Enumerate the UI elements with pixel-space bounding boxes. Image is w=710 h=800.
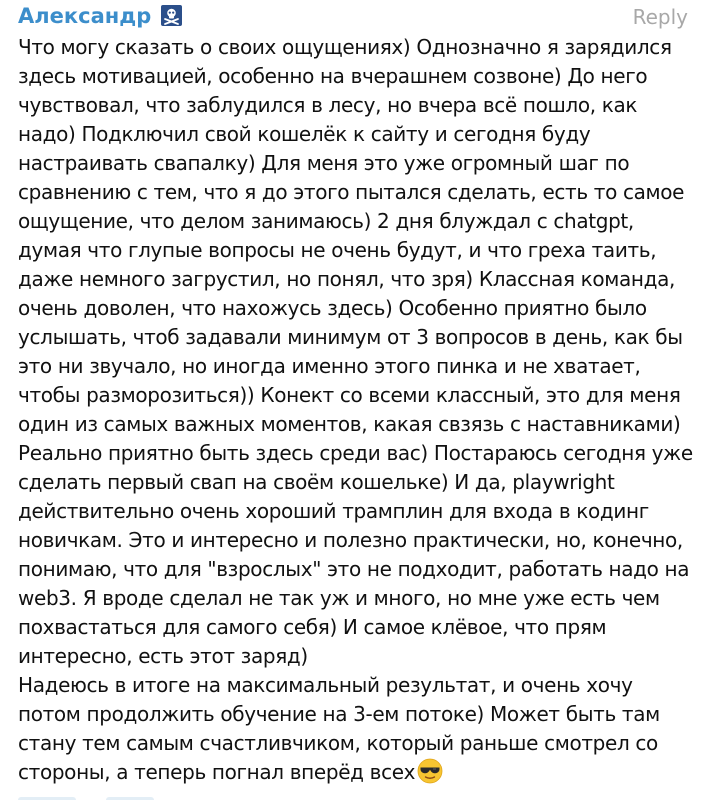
message-line: это ни звучало, но иногда именно этого пинка и не хватает, [18,354,641,378]
message-line: сравнению с тем, что я до этого пытался сделать, есть то самое [18,180,685,204]
message-line: один из самых важных моментов, какая свзязь с наставниками) [18,412,681,436]
reply-button[interactable]: Reply [632,5,688,29]
message-line: надо) Подключил свой кошелёк к сайту и сегодня буду [18,122,591,146]
message-line: настраивать свапалку) Для меня это уже огромный шаг по [18,151,630,175]
sunglasses-face-icon [417,758,443,784]
jolly-roger-icon [161,5,182,26]
message-line: очень доволен, что нахожусь здесь) Особенно приятно было [18,296,647,320]
message-line: стану тем самым счастливчиком, который раньше смотрел со [18,731,658,755]
message-line: действительно очень хороший трамплин для входа в кодинг [18,499,649,523]
message-line: Реально приятно быть здесь среди вас) Постараюсь сегодня уже [18,441,693,465]
message-line: понимаю, что для "взрослых" это не подходит, работать надо на [18,557,690,581]
message-line: новичкам. Это и интересно и полезно практически, но, конечно, [18,528,683,552]
message-line: web3. Я вроде сделал не так уж и много, но мне уже есть чем [18,586,660,610]
message-line: думая что глупые вопросы не очень будут, и что греха таить, [18,238,657,262]
sender-name[interactable]: Александр [18,4,152,28]
message-line: здесь мотивацией, особенно на вчерашнем созвоне) До него [18,64,648,88]
message-line: услышать, чтоб задавали минимум от 3 вопросов в день, как бы [18,325,683,349]
message-line: интересно, есть этот заряд) [18,644,308,668]
message-text [18,33,708,787]
message-line: Надеюсь в итоге на максимальный результат, и очень хочу [18,673,633,697]
message-line: ощущение, что делом занимаюсь) 2 дня блуждал с chatgpt, [18,209,634,233]
message-header [18,0,700,34]
message-line: потом продолжить обучение на 3-ем потоке) Может быть там [18,702,660,726]
message-line: чтобы разморозиться)) Конект со всеми классный, это для меня [18,383,681,407]
message-line: похвастаться для самого себя) И самое клёвое, что прям [18,615,607,639]
message-line: чувствовал, что заблудился в лесу, но вчера всё пошло, как [18,93,638,117]
message-line-text: стороны, а теперь погнал вперёд всех [18,760,416,784]
message-line: Что могу сказать о своих ощущениях) Однозначно я зарядился [18,35,672,59]
message-line: даже немного загрустил, но понял, что зря) Классная команда, [18,267,676,291]
message-line-last [18,758,708,787]
message-line: сделать первый свап на своём кошельке) И да, playwright [18,470,615,494]
